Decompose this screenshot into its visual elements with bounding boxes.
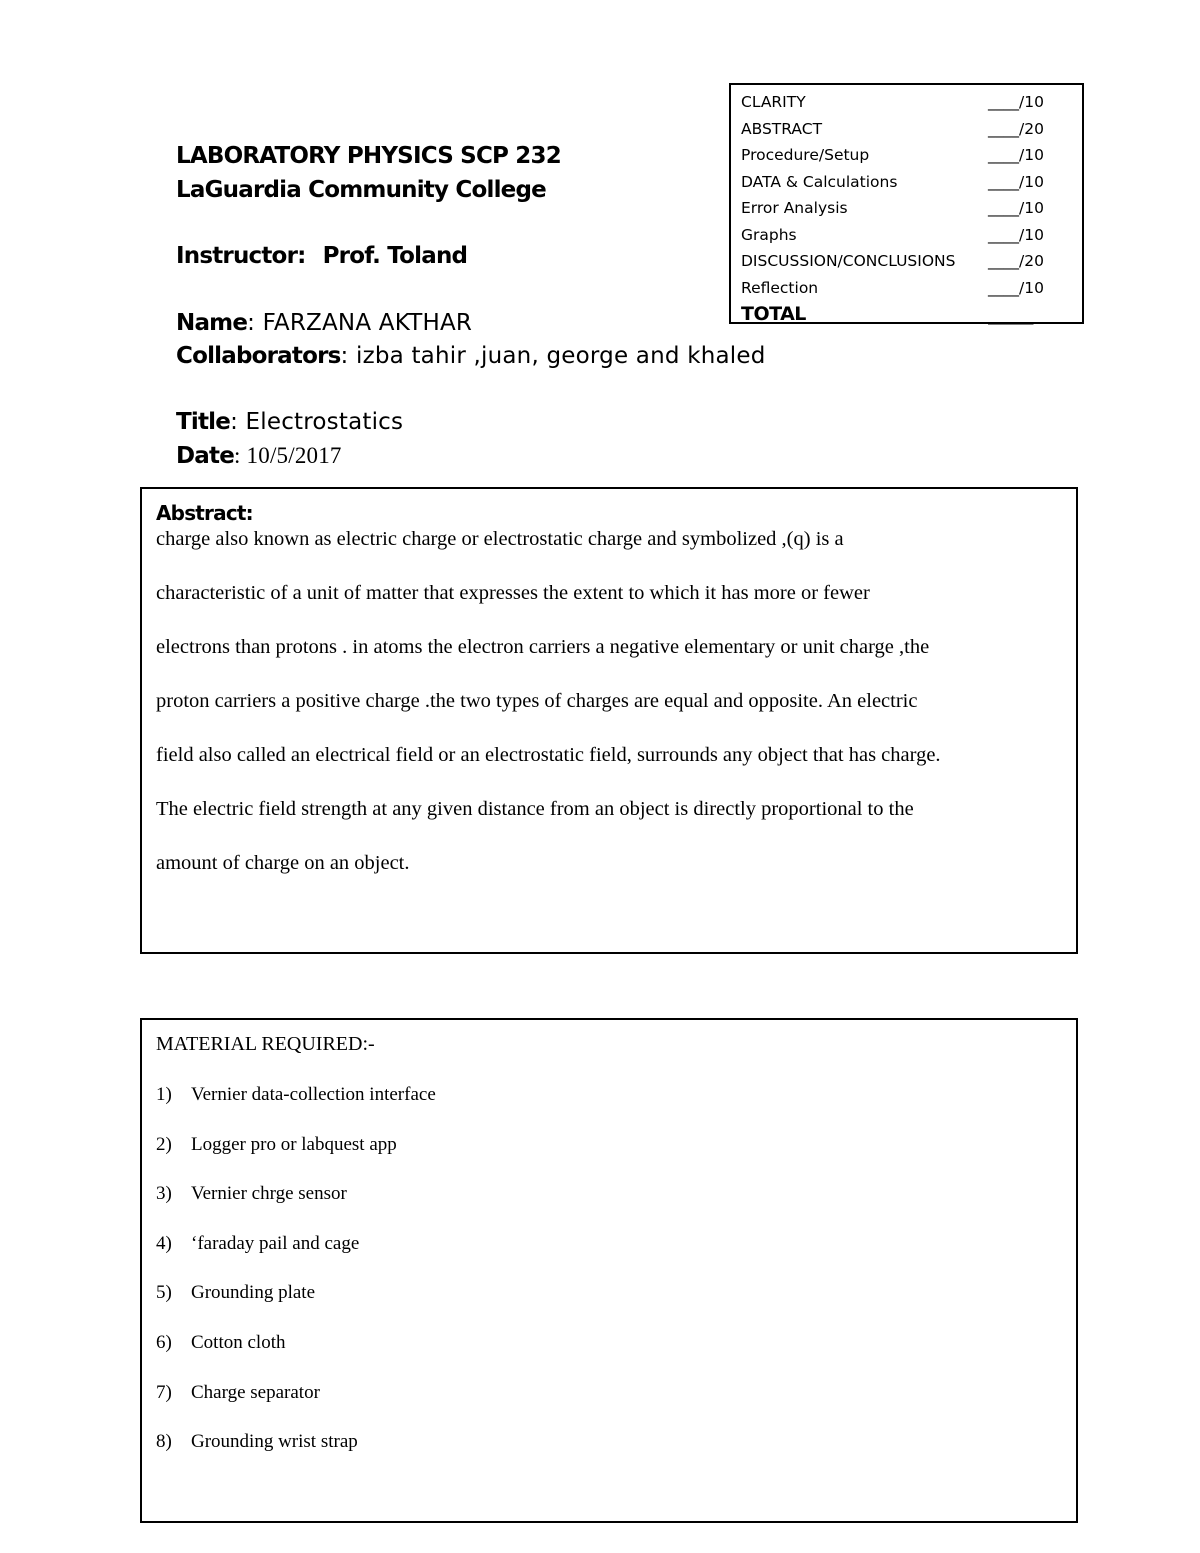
grade-score: ____/20 <box>988 119 1044 138</box>
course-title: LABORATORY PHYSICS SCP 232 <box>176 143 561 169</box>
grade-label: ABSTRACT <box>741 119 823 138</box>
list-item-text: Cotton cloth <box>191 1331 286 1353</box>
grade-label: Procedure/Setup <box>741 146 870 164</box>
grade-row-reflection <box>741 275 1072 302</box>
list-item-number: 2) <box>156 1133 172 1155</box>
abstract-line: electrons than protons . in atoms the electron carriers a negative elementary or unit charge ,the <box>156 636 930 658</box>
list-item <box>156 1429 1062 1479</box>
list-item-text: Grounding plate <box>191 1282 316 1304</box>
grade-score: ____/10 <box>988 146 1044 164</box>
grade-score: ____/10 <box>988 93 1044 111</box>
grade-label: CLARITY <box>741 93 806 111</box>
date-value: : 10/5/2017 <box>234 443 342 468</box>
instructor-label: Instructor: <box>176 243 306 269</box>
grade-row-graphs <box>741 222 1072 249</box>
collaborators-value: : izba tahir ,juan, george and khaled <box>340 343 766 369</box>
grade-score: ____/20 <box>988 252 1044 270</box>
instructor-line <box>176 243 467 269</box>
grade-score: ____/10 <box>988 225 1044 244</box>
list-item-text: Logger pro or labquest app <box>191 1133 397 1155</box>
grade-label: DATA & Calculations <box>741 172 898 191</box>
list-item <box>156 1380 1062 1430</box>
list-item-text: Vernier chrge sensor <box>191 1183 347 1205</box>
grade-row-clarity <box>741 89 1072 116</box>
college-name: LaGuardia Community College <box>176 177 546 203</box>
collaborators-label: Collaborators <box>176 343 341 369</box>
instructor-value: Prof. Toland <box>322 243 468 269</box>
grading-box <box>729 83 1084 324</box>
list-item <box>156 1181 1062 1231</box>
title-line <box>176 409 403 435</box>
abstract-line: field also called an electrical field or an electrostatic field, surrounds any object that has charge. <box>156 744 941 766</box>
list-item-number: 8) <box>156 1431 172 1453</box>
abstract-line: charge also known as electric charge or electrostatic charge and symbolized ,(q) is a <box>156 528 844 550</box>
materials-heading: MATERIAL REQUIRED:- <box>156 1033 375 1055</box>
grade-row-total <box>741 301 1072 328</box>
name-label: Name <box>176 310 248 336</box>
grade-label: DISCUSSION/CONCLUSIONS <box>741 252 956 270</box>
list-item-number: 1) <box>156 1084 172 1105</box>
abstract-line: amount of charge on an object. <box>156 852 410 874</box>
materials-section <box>140 1018 1078 1523</box>
grade-score: ____/10 <box>988 278 1044 297</box>
grade-row-discussion <box>741 248 1072 275</box>
abstract-section <box>140 487 1078 954</box>
title-label: Title <box>176 409 231 435</box>
collaborators-line <box>176 343 766 369</box>
list-item-number: 3) <box>156 1183 172 1205</box>
list-item-number: 4) <box>156 1232 172 1254</box>
list-item-text: Grounding wrist strap <box>191 1431 358 1453</box>
abstract-line: characteristic of a unit of matter that expresses the extent to which it has more or fewer <box>156 582 870 604</box>
list-item <box>156 1082 1062 1132</box>
date-line <box>176 443 342 469</box>
list-item-text: Vernier data-collection interface <box>191 1084 436 1105</box>
grade-label: Error Analysis <box>741 199 848 217</box>
grade-label: Reflection <box>741 278 819 297</box>
abstract-heading: Abstract: <box>156 501 253 525</box>
list-item <box>156 1132 1062 1182</box>
list-item-number: 6) <box>156 1331 172 1353</box>
grade-label: Graphs <box>741 225 797 244</box>
list-item <box>156 1330 1062 1380</box>
grade-row-data <box>741 169 1072 196</box>
name-line <box>176 310 472 336</box>
grade-total-score: _____ <box>988 303 1033 325</box>
grade-row-abstract <box>741 116 1072 143</box>
grade-row-procedure <box>741 142 1072 169</box>
abstract-line: The electric field strength at any given distance from an object is directly proportional to the <box>156 798 914 820</box>
list-item-text: Charge separator <box>191 1381 320 1403</box>
list-item <box>156 1231 1062 1281</box>
list-item-number: 7) <box>156 1381 172 1403</box>
list-item-number: 5) <box>156 1282 172 1304</box>
grade-total-label: TOTAL <box>741 303 806 325</box>
name-value: : FARZANA AKTHAR <box>247 310 473 336</box>
grade-row-error-analysis <box>741 195 1072 222</box>
list-item <box>156 1280 1062 1330</box>
date-label: Date <box>176 443 235 469</box>
list-item-text: ‘faraday pail and cage <box>191 1232 360 1254</box>
title-value: : Electrostatics <box>230 409 404 435</box>
grade-score: ____/10 <box>988 199 1044 217</box>
grade-score: ____/10 <box>988 172 1044 191</box>
abstract-line: proton carriers a positive charge .the two types of charges are equal and opposite. An electric <box>156 690 918 712</box>
